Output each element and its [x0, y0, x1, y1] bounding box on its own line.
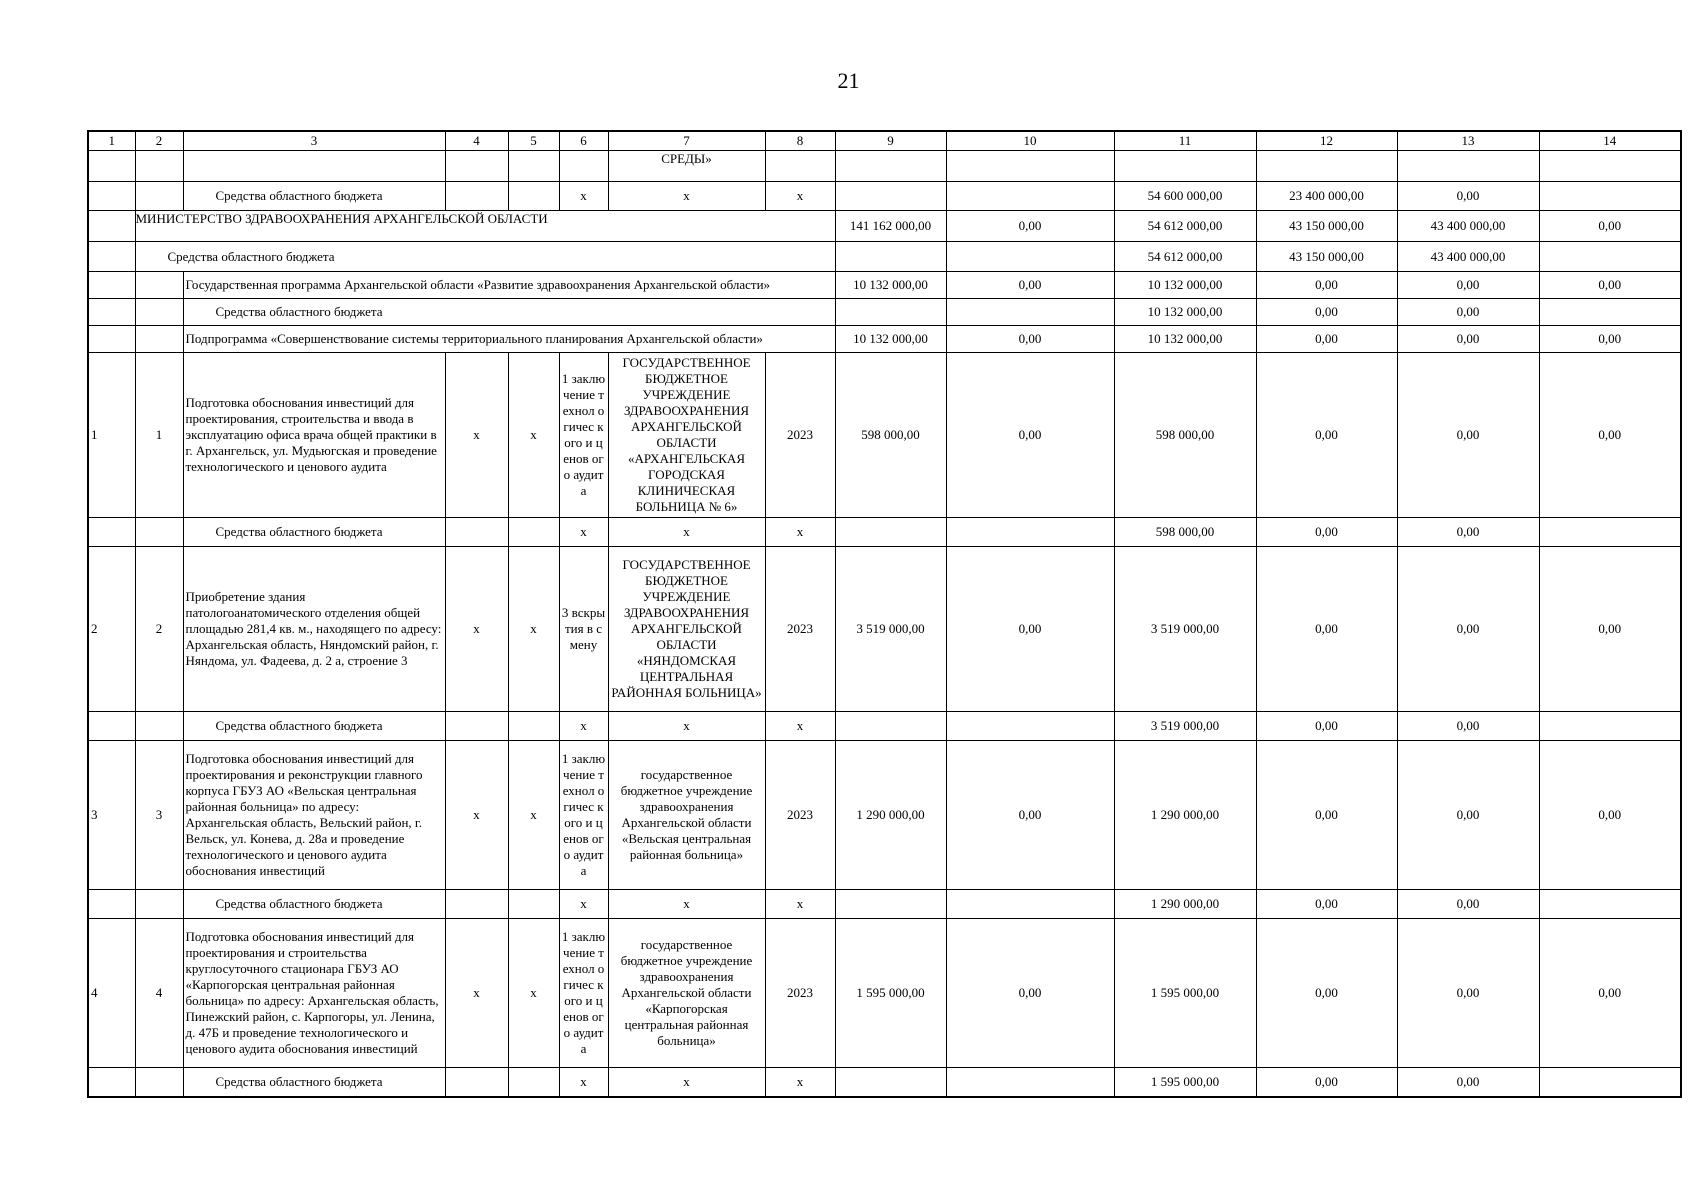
budget-label: Средства областного бюджета: [183, 1068, 445, 1098]
table-cell: 0,00: [1539, 919, 1681, 1068]
table-cell: x: [559, 712, 608, 741]
table-cell: [835, 712, 946, 741]
table-cell: [508, 182, 559, 211]
header-cell: 3: [183, 131, 445, 151]
table-cell: [88, 242, 135, 272]
table-cell: [88, 151, 135, 182]
table-cell: 0,00: [1397, 712, 1539, 741]
table-cell: 1 595 000,00: [835, 919, 946, 1068]
table-cell: [88, 712, 135, 741]
year-cell: 2023: [765, 547, 835, 712]
table-cell: x: [765, 182, 835, 211]
table-cell: 10 132 000,00: [835, 326, 946, 353]
capacity-cell: 1 заклю чение технол огичес кого и ценов ого аудита: [559, 741, 608, 890]
header-cell: 10: [946, 131, 1114, 151]
table-cell: 10 132 000,00: [1114, 326, 1256, 353]
row-index: 3: [135, 741, 183, 890]
table-cell: 0,00: [1256, 741, 1397, 890]
table-cell: 0,00: [946, 741, 1114, 890]
object-name: Подготовка обоснования инвестиций для проектирования и реконструкции главного корпуса ГБУЗ АО «Вельская центральная районная больница» по адресу: Архангельская область, Вельский район, г. Вельск, ул. Конева, д. 28а и проведение технологического и ценового аудита обоснования инвестиций: [183, 741, 445, 890]
table-cell: 0,00: [1256, 299, 1397, 326]
table-row: [88, 919, 1681, 1068]
table-cell: [88, 299, 135, 326]
table-cell: 10 132 000,00: [1114, 299, 1256, 326]
table-cell: x: [608, 890, 765, 919]
table-cell: x: [765, 712, 835, 741]
header-cell: 5: [508, 131, 559, 151]
page-number: 21: [837, 68, 860, 93]
table-cell: x: [559, 1068, 608, 1098]
row-index: 1: [135, 353, 183, 518]
header-cell: 12: [1256, 131, 1397, 151]
table-cell: [88, 211, 135, 242]
capacity-cell: 1 заклю чение технол огичес кого и ценов ого аудита: [559, 919, 608, 1068]
header-cell: 7: [608, 131, 765, 151]
table-cell: 0,00: [1397, 326, 1539, 353]
table-cell: 10 132 000,00: [835, 272, 946, 299]
header-cell: 9: [835, 131, 946, 151]
table-cell: [1539, 242, 1681, 272]
table-cell: [135, 712, 183, 741]
continuation-row: [88, 151, 1681, 182]
table-cell: [946, 182, 1114, 211]
row-number: 2: [88, 547, 135, 712]
table-cell: 1 290 000,00: [1114, 890, 1256, 919]
table-cell: [1539, 182, 1681, 211]
table-cell: [135, 890, 183, 919]
subprogram-row: [88, 326, 1681, 353]
table-cell: [946, 890, 1114, 919]
table-cell: [1539, 518, 1681, 547]
header-cell: 2: [135, 131, 183, 151]
table-cell: [946, 242, 1114, 272]
investment-table: [87, 130, 1682, 1098]
budget-label: Средства областного бюджета: [183, 518, 445, 547]
table-cell: 0,00: [1256, 272, 1397, 299]
table-cell: 0,00: [946, 326, 1114, 353]
table-cell: 10 132 000,00: [1114, 272, 1256, 299]
table-cell: x: [445, 547, 508, 712]
table-cell: [445, 890, 508, 919]
table-cell: 0,00: [1256, 326, 1397, 353]
program-title: Государственная программа Архангельской области «Развитие здравоохранения Архангельской области»: [183, 272, 835, 299]
table-cell: [835, 242, 946, 272]
table-cell: [1539, 712, 1681, 741]
table-cell: 141 162 000,00: [835, 211, 946, 242]
table-cell: 0,00: [1539, 326, 1681, 353]
table-cell: 0,00: [1256, 547, 1397, 712]
table-cell: [88, 1068, 135, 1098]
header-row: [88, 131, 1681, 151]
table-cell: [1539, 151, 1681, 182]
row-number: 1: [88, 353, 135, 518]
table-cell: [135, 1068, 183, 1098]
row-index: 2: [135, 547, 183, 712]
table-cell: [835, 518, 946, 547]
table-cell: 0,00: [1397, 1068, 1539, 1098]
table-cell: [1539, 890, 1681, 919]
table-cell: [445, 1068, 508, 1098]
table-cell: [88, 518, 135, 547]
budget-label: Средства областного бюджета: [183, 712, 445, 741]
row-index: 4: [135, 919, 183, 1068]
table-cell: 1 595 000,00: [1114, 1068, 1256, 1098]
table-cell: 0,00: [1539, 547, 1681, 712]
table-cell: [559, 151, 608, 182]
table-cell: [135, 182, 183, 211]
table-cell: [135, 272, 183, 299]
table-cell: [508, 712, 559, 741]
table-cell: [135, 299, 183, 326]
table-cell: x: [445, 741, 508, 890]
header-cell: 1: [88, 131, 135, 151]
table-cell: [946, 518, 1114, 547]
table-cell: [835, 299, 946, 326]
table-cell: [135, 518, 183, 547]
table-row: [88, 741, 1681, 890]
table-cell: [1256, 151, 1397, 182]
table-cell: [508, 1068, 559, 1098]
table-cell: [946, 1068, 1114, 1098]
table-cell: 598 000,00: [1114, 518, 1256, 547]
table-cell: x: [445, 353, 508, 518]
table-cell: [1397, 151, 1539, 182]
table-cell: [946, 151, 1114, 182]
table-cell: 0,00: [1256, 353, 1397, 518]
table-cell: 0,00: [1397, 518, 1539, 547]
table-cell: [508, 151, 559, 182]
table-cell: 0,00: [1397, 890, 1539, 919]
table-cell: 0,00: [1539, 211, 1681, 242]
header-cell: 14: [1539, 131, 1681, 151]
table-cell: 43 400 000,00: [1397, 242, 1539, 272]
table-cell: 43 400 000,00: [1397, 211, 1539, 242]
budget-row: [88, 712, 1681, 741]
table-cell: x: [445, 919, 508, 1068]
table-cell: [508, 518, 559, 547]
table-cell: 0,00: [1539, 272, 1681, 299]
subprogram-title: Подпрограмма «Совершенствование системы территориального планирования Архангельской области»: [183, 326, 835, 353]
table-cell: x: [559, 518, 608, 547]
header-cell: 8: [765, 131, 835, 151]
table-cell: [1114, 151, 1256, 182]
executor-cell: государственное бюджетное учреждение здравоохранения Архангельской области «Вельская центральная районная больница»: [608, 741, 765, 890]
table-cell: [88, 272, 135, 299]
ministry-row: [88, 211, 1681, 242]
table-cell: 0,00: [1397, 299, 1539, 326]
table-cell: [135, 151, 183, 182]
table-cell: 0,00: [1397, 353, 1539, 518]
table-cell: 54 612 000,00: [1114, 242, 1256, 272]
program-row: [88, 272, 1681, 299]
table-cell: [508, 890, 559, 919]
table-cell: [835, 890, 946, 919]
table-cell: 0,00: [1256, 712, 1397, 741]
table-cell: 0,00: [1397, 919, 1539, 1068]
executor-cell: СРЕДЫ»: [608, 151, 765, 182]
table-cell: 43 150 000,00: [1256, 242, 1397, 272]
table-cell: x: [765, 518, 835, 547]
executor-cell: ГОСУДАРСТВЕННОЕ БЮДЖЕТНОЕ УЧРЕЖДЕНИЕ ЗДРАВООХРАНЕНИЯ АРХАНГЕЛЬСКОЙ ОБЛАСТИ «НЯНДОМСКАЯ ЦЕНТРАЛЬНАЯ РАЙОННАЯ БОЛЬНИЦА»: [608, 547, 765, 712]
budget-row: [88, 1068, 1681, 1098]
table-cell: 3 519 000,00: [1114, 712, 1256, 741]
table-cell: [445, 182, 508, 211]
table-cell: 3 519 000,00: [1114, 547, 1256, 712]
table-cell: 0,00: [946, 272, 1114, 299]
table-cell: x: [608, 182, 765, 211]
budget-label: Средства областного бюджета: [183, 299, 835, 326]
table-cell: 0,00: [1256, 919, 1397, 1068]
table-cell: 0,00: [1539, 353, 1681, 518]
table-cell: x: [608, 712, 765, 741]
table-cell: [88, 182, 135, 211]
table-cell: 1 595 000,00: [1114, 919, 1256, 1068]
table-cell: [88, 326, 135, 353]
object-name: Подготовка обоснования инвестиций для проектирования и строительства круглосуточного стационара ГБУЗ АО «Карпогорская центральная районная больница» по адресу: Архангельская область, Пинежский район, с. Карпогоры, ул. Ленина, д. 47Б и проведение технологического и ценового аудита обоснования инвестиций: [183, 919, 445, 1068]
table-cell: x: [608, 1068, 765, 1098]
capacity-cell: 1 заклю чение технол огичес кого и ценов ого аудита: [559, 353, 608, 518]
table-cell: [445, 518, 508, 547]
table-cell: 0,00: [1397, 547, 1539, 712]
table-cell: [445, 712, 508, 741]
table-cell: 23 400 000,00: [1256, 182, 1397, 211]
table-cell: 0,00: [1539, 741, 1681, 890]
ministry-title: МИНИСТЕРСТВО ЗДРАВООХРАНЕНИЯ АРХАНГЕЛЬСКОЙ ОБЛАСТИ: [135, 211, 835, 242]
object-name: Приобретение здания патологоанатомического отделения общей площадью 281,4 кв. м., находящего по адресу: Архангельская область, Няндомский район, г. Няндома, ул. Фадеева, д. 2 а, строение 3: [183, 547, 445, 712]
header-cell: 4: [445, 131, 508, 151]
table-cell: 0,00: [1256, 1068, 1397, 1098]
table-cell: 0,00: [1256, 890, 1397, 919]
table-cell: x: [508, 547, 559, 712]
table-cell: 1 290 000,00: [1114, 741, 1256, 890]
header-cell: 6: [559, 131, 608, 151]
budget-row: [88, 518, 1681, 547]
table-cell: [835, 1068, 946, 1098]
table-cell: 1 290 000,00: [835, 741, 946, 890]
table-cell: 0,00: [1397, 741, 1539, 890]
budget-label: Средства областного бюджета: [183, 890, 445, 919]
budget-label: Средства областного бюджета: [135, 242, 835, 272]
header-cell: 11: [1114, 131, 1256, 151]
table-cell: [88, 890, 135, 919]
object-name: Подготовка обоснования инвестиций для проектирования, строительства и ввода в эксплуатацию офиса врача общей практики в г. Архангельск, ул. Мудьюгская и проведение технологического и ценового аудита: [183, 353, 445, 518]
table-cell: x: [508, 741, 559, 890]
budget-row: [88, 299, 1681, 326]
table-cell: [835, 151, 946, 182]
table-cell: [445, 151, 508, 182]
table-cell: 598 000,00: [835, 353, 946, 518]
table-cell: 43 150 000,00: [1256, 211, 1397, 242]
row-number: 3: [88, 741, 135, 890]
table-cell: 54 600 000,00: [1114, 182, 1256, 211]
table-cell: x: [559, 182, 608, 211]
row-number: 4: [88, 919, 135, 1068]
table-row: [88, 353, 1681, 518]
table-cell: x: [765, 890, 835, 919]
year-cell: 2023: [765, 741, 835, 890]
table-cell: 0,00: [946, 919, 1114, 1068]
table-cell: [183, 151, 445, 182]
table-cell: 0,00: [1256, 518, 1397, 547]
table-cell: x: [559, 890, 608, 919]
table-cell: [1539, 299, 1681, 326]
table-cell: x: [765, 1068, 835, 1098]
table-cell: [1539, 1068, 1681, 1098]
table-cell: 0,00: [1397, 272, 1539, 299]
table-cell: 54 612 000,00: [1114, 211, 1256, 242]
budget-label: Средства областного бюджета: [183, 182, 445, 211]
year-cell: 2023: [765, 353, 835, 518]
table-cell: 0,00: [946, 211, 1114, 242]
table-cell: x: [508, 919, 559, 1068]
table-cell: x: [608, 518, 765, 547]
table-cell: 598 000,00: [1114, 353, 1256, 518]
table-row: [88, 547, 1681, 712]
table-cell: [765, 151, 835, 182]
table-cell: 0,00: [946, 547, 1114, 712]
year-cell: 2023: [765, 919, 835, 1068]
budget-row: [88, 182, 1681, 211]
capacity-cell: 3 вскры тия в смену: [559, 547, 608, 712]
table-cell: 0,00: [1397, 182, 1539, 211]
executor-cell: ГОСУДАРСТВЕННОЕ БЮДЖЕТНОЕ УЧРЕЖДЕНИЕ ЗДРАВООХРАНЕНИЯ АРХАНГЕЛЬСКОЙ ОБЛАСТИ «АРХАНГЕЛЬСКАЯ ГОРОДСКАЯ КЛИНИЧЕСКАЯ БОЛЬНИЦА № 6»: [608, 353, 765, 518]
executor-cell: государственное бюджетное учреждение здравоохранения Архангельской области «Карпогорская центральная районная больница»: [608, 919, 765, 1068]
table-cell: x: [508, 353, 559, 518]
table-cell: [835, 182, 946, 211]
table-cell: [946, 712, 1114, 741]
budget-row: [88, 242, 1681, 272]
table-cell: 3 519 000,00: [835, 547, 946, 712]
header-cell: 13: [1397, 131, 1539, 151]
budget-row: [88, 890, 1681, 919]
table-cell: [135, 326, 183, 353]
table-cell: [946, 299, 1114, 326]
table-cell: 0,00: [946, 353, 1114, 518]
